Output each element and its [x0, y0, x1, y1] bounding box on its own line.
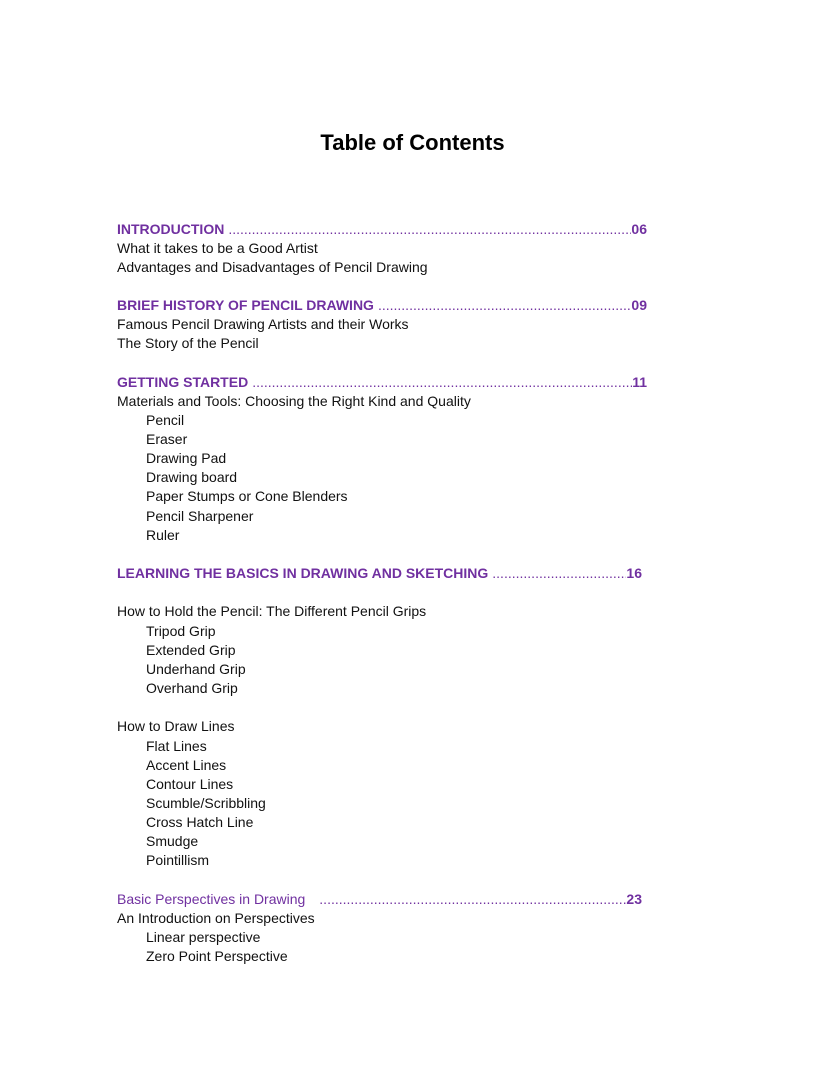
- toc-subitem[interactable]: Drawing board: [146, 469, 238, 485]
- toc-subitem[interactable]: Overhand Grip: [146, 680, 238, 696]
- toc-heading-text: Basic Perspectives in Drawing: [117, 891, 306, 907]
- toc-subitem[interactable]: Drawing Pad: [146, 450, 227, 466]
- toc-subitem[interactable]: Cross Hatch Line: [146, 814, 254, 830]
- toc-item[interactable]: The Story of the Pencil: [117, 335, 259, 351]
- toc-page-number: 16: [626, 565, 642, 581]
- toc-item[interactable]: Advantages and Disadvantages of Pencil Drawing: [117, 259, 428, 275]
- toc-subitem[interactable]: Extended Grip: [146, 642, 236, 658]
- toc-page-number: 06: [631, 221, 647, 237]
- toc-heading-text: GETTING STARTED: [117, 374, 249, 390]
- toc-item[interactable]: How to Draw Lines: [117, 718, 235, 734]
- toc-item[interactable]: What it takes to be a Good Artist: [117, 240, 318, 256]
- toc-subitem[interactable]: Smudge: [146, 833, 199, 849]
- toc-page-number: 23: [626, 891, 642, 907]
- toc-leader-dots: [228, 220, 631, 239]
- toc-page-number: 11: [632, 374, 647, 390]
- toc-heading-basic-perspectives[interactable]: [117, 890, 642, 909]
- toc-leader-dots: [378, 296, 631, 315]
- toc-leader-dots: [319, 890, 626, 909]
- toc-subitem[interactable]: Tripod Grip: [146, 623, 216, 639]
- toc-heading-getting-started[interactable]: [117, 373, 647, 392]
- toc-leader-dots: [252, 373, 632, 392]
- toc-heading-introduction[interactable]: [117, 220, 647, 239]
- toc-item[interactable]: Famous Pencil Drawing Artists and their Works: [117, 316, 409, 332]
- toc-item[interactable]: How to Hold the Pencil: The Different Pencil Grips: [117, 603, 427, 619]
- toc-heading-learning-basics[interactable]: [117, 564, 642, 583]
- page-title: Table of Contents: [320, 130, 505, 155]
- toc-subitem[interactable]: Zero Point Perspective: [146, 948, 288, 964]
- toc-item[interactable]: An Introduction on Perspectives: [117, 910, 315, 926]
- toc-subitem[interactable]: Flat Lines: [146, 738, 207, 754]
- toc-page-number: 09: [631, 297, 647, 313]
- toc-heading-text: BRIEF HISTORY OF PENCIL DRAWING: [117, 297, 374, 313]
- toc-subitem[interactable]: Linear perspective: [146, 929, 261, 945]
- toc-subitem[interactable]: Paper Stumps or Cone Blenders: [146, 488, 348, 504]
- toc-subitem[interactable]: Ruler: [146, 527, 180, 543]
- toc-subitem[interactable]: Pointillism: [146, 852, 210, 868]
- toc-heading-brief-history[interactable]: [117, 296, 647, 315]
- toc-subitem[interactable]: Contour Lines: [146, 776, 234, 792]
- toc-subitem[interactable]: Pencil: [146, 412, 185, 428]
- toc-heading-text: LEARNING THE BASICS IN DRAWING AND SKETCHING: [117, 565, 489, 581]
- toc-subitem[interactable]: Eraser: [146, 431, 188, 447]
- toc-subitem[interactable]: Pencil Sharpener: [146, 508, 254, 524]
- toc-subitem[interactable]: Scumble/Scribbling: [146, 795, 266, 811]
- toc-item[interactable]: Materials and Tools: Choosing the Right Kind and Quality: [117, 393, 471, 409]
- toc-leader-dots: [492, 564, 626, 583]
- toc-subitem[interactable]: Accent Lines: [146, 757, 227, 773]
- toc-subitem[interactable]: Underhand Grip: [146, 661, 246, 677]
- toc-heading-text: INTRODUCTION: [117, 221, 225, 237]
